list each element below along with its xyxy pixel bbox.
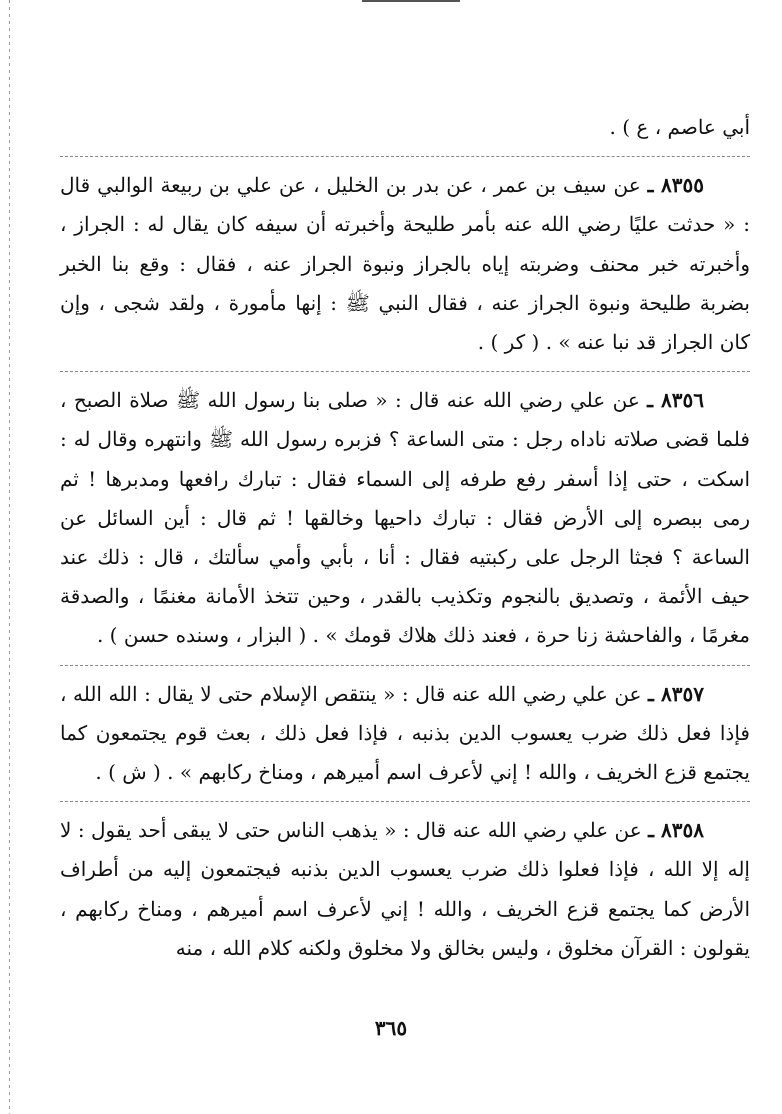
- continuation-line: أبي عاصم ، ع ) .: [609, 115, 750, 139]
- hadith-text: عن علي رضي الله عنه قال : « ينتقص الإسلام حتى لا يقال : الله الله ، فإذا فعل ذلك ضرب يعسوب الدين بذنبه ، فإذا فعل ذلك ، بعث قوم يجتمعون كما يجتمع قزع الخريف ، والله ! إني لأعرف اسم أميرهم ، ومناخ ركابهم » . ( ش ) .: [60, 681, 750, 785]
- page-number: ٣٦٥: [374, 1016, 408, 1040]
- hadith-8356: [60, 381, 750, 655]
- separator-1: [60, 156, 750, 157]
- hadith-8358: [60, 811, 750, 968]
- separator-2: [60, 371, 750, 372]
- hadith-text: عن علي رضي الله عنه قال : « صلى بنا رسول الله ﷺ صلاة الصبح ، فلما قضى صلاته ناداه رجل : متى الساعة ؟ فزبره رسول الله ﷺ وانتهره وقال له : اسكت ، حتى إذا أسفر رفع طرفه إلى السماء فقال : تبارك رافعها ومدبرها ! ثم رمى ببصره إلى الأرض فقال : تبارك داحيها وخالقها ! ثم قال : أين السائل عن الساعة ؟ فجثا الرجل على ركبتيه فقال : أنا ، بأبي وأمي سألتك ، قال : ذلك عند حيف الأئمة ، وتصديق بالنجوم وتكذيب بالقدر ، وحين تتخذ الأمانة مغنمًا ، والصدقة مغرمًا ، والفاحشة زنا حرة ، فعند ذلك هلاك قومك » . ( البزار ، وسنده حسن ) .: [60, 388, 750, 648]
- hadith-number: ٨٣٥٥ ـ: [647, 173, 705, 198]
- page-text: [60, 108, 750, 968]
- hadith-number: ٨٣٥٨ ـ: [648, 818, 704, 843]
- separator-4: [60, 801, 750, 802]
- hadith-number: ٨٣٥٦ ـ: [647, 388, 705, 413]
- hadith-number: ٨٣٥٧ ـ: [648, 681, 705, 706]
- top-rule: [362, 0, 460, 2]
- hadith-text: عن سيف بن عمر ، عن بدر بن الخليل ، عن علي بن ربيعة الوالبي قال : « حدثت عليًا رضي الله عنه بأمر طليحة وأخبرته أن سيفه كان يقال له : الجراز ، وأخبرته خبر محنف وضربته إياه بالجراز ونبوة الجراز عنه ، فقال : وقع بنا الخبر بضربة طليحة ونبوة الجراز عنه ، فقال النبي ﷺ : إنها مأمورة ، ولقد شجى ، وإن كان الجراز قد نبا عنه » . ( كر ) .: [60, 173, 750, 355]
- binding-margin-line: [9, 0, 10, 1114]
- hadith-text: عن علي رضي الله عنه قال : « يذهب الناس حتى لا يبقى أحد يقول : لا إله إلا الله ، فإذا فعلوا ذلك ضرب يعسوب الدين بذنبه فيجتمعون إليه من أطراف الأرض كما يجتمع قزع الخريف ، والله ! إني لأعرف اسم أميرهم ، ومناخ ركابهم ، يقولون : القرآن مخلوق ، وليس بخالق ولا مخلوق ولكنه كلام الله ، منه: [60, 818, 750, 960]
- hadith-8355: [60, 166, 750, 362]
- separator-3: [60, 665, 750, 666]
- hadith-8357: [60, 675, 750, 793]
